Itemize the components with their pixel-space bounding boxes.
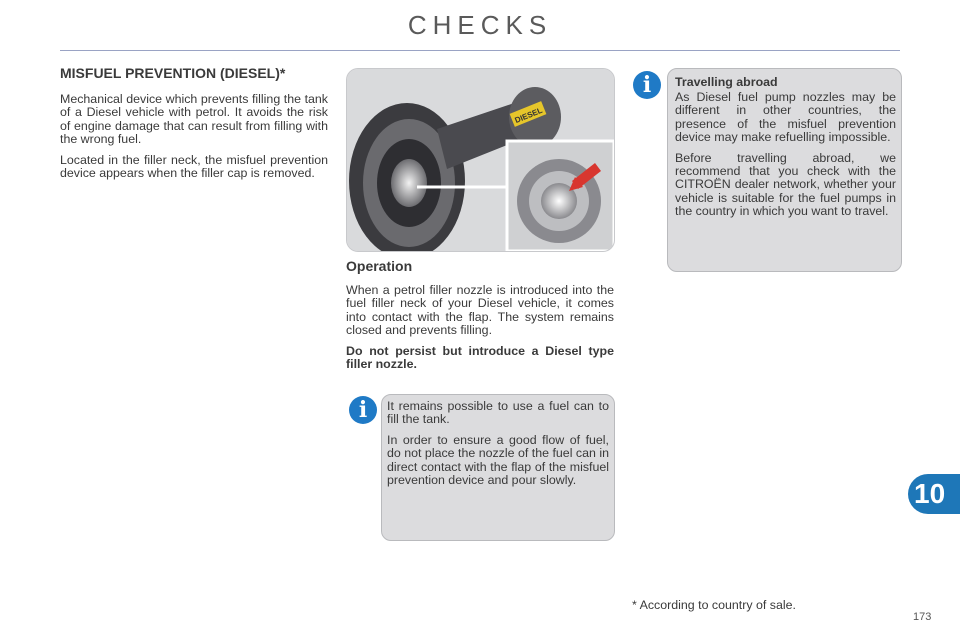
travelling-abroad-paragraph-1: As Diesel fuel pump nozzles may be different in other countries, the presence of the misfuel prevention device may make refuelling impossible. — [675, 90, 896, 145]
info-icon: i — [349, 396, 377, 424]
filler-neck-illustration — [346, 68, 615, 252]
operation-title: Operation — [346, 258, 413, 274]
footnote: * According to country of sale. — [632, 598, 796, 612]
intro-paragraph-1: Mechanical device which prevents filling the tank of a Diesel vehicle with petrol. It avoids the risk of engine damage that can result from filling with the wrong fuel. — [60, 92, 328, 147]
intro-column — [60, 66, 328, 187]
header-divider — [60, 50, 900, 51]
travelling-abroad-title: Travelling abroad — [675, 75, 778, 89]
filler-neck-drawing — [347, 69, 614, 251]
fuel-can-paragraph-2: In order to ensure a good flow of fuel, do not place the nozzle of the fuel can in direct contact with the flap of the misfuel prevention device and pour slowly. — [387, 432, 609, 488]
chapter-tab: 10 — [908, 474, 960, 514]
intro-paragraph-2: Located in the filler neck, the misfuel prevention device appears when the filler cap is removed. — [60, 152, 328, 181]
fuel-can-info-box — [381, 394, 615, 541]
info-icon: i — [633, 71, 661, 99]
fuel-can-paragraph-1: It remains possible to use a fuel can to fill the tank. — [387, 399, 609, 427]
page-number: 173 — [913, 611, 932, 623]
page-title: CHECKS — [407, 10, 553, 40]
travelling-abroad-paragraph-2: Before travelling abroad, we recommend that you check with the CITROËN dealer network, whether your vehicle is suitable for the fuel pumps in the country in which you want to travel. — [675, 150, 896, 219]
section-title: MISFUEL PREVENTION (DIESEL)* — [60, 65, 286, 81]
operation-warning: Do not persist but introduce a Diesel type filler nozzle. — [346, 343, 614, 372]
operation-column — [346, 258, 614, 378]
travelling-abroad-info-box — [667, 68, 902, 272]
operation-paragraph: When a petrol filler nozzle is introduced into the fuel filler neck of your Diesel vehicle, it comes into contact with the flap. The system remains closed and prevents filling. — [346, 283, 614, 338]
svg-text:DIESEL: DIESEL — [513, 105, 544, 125]
